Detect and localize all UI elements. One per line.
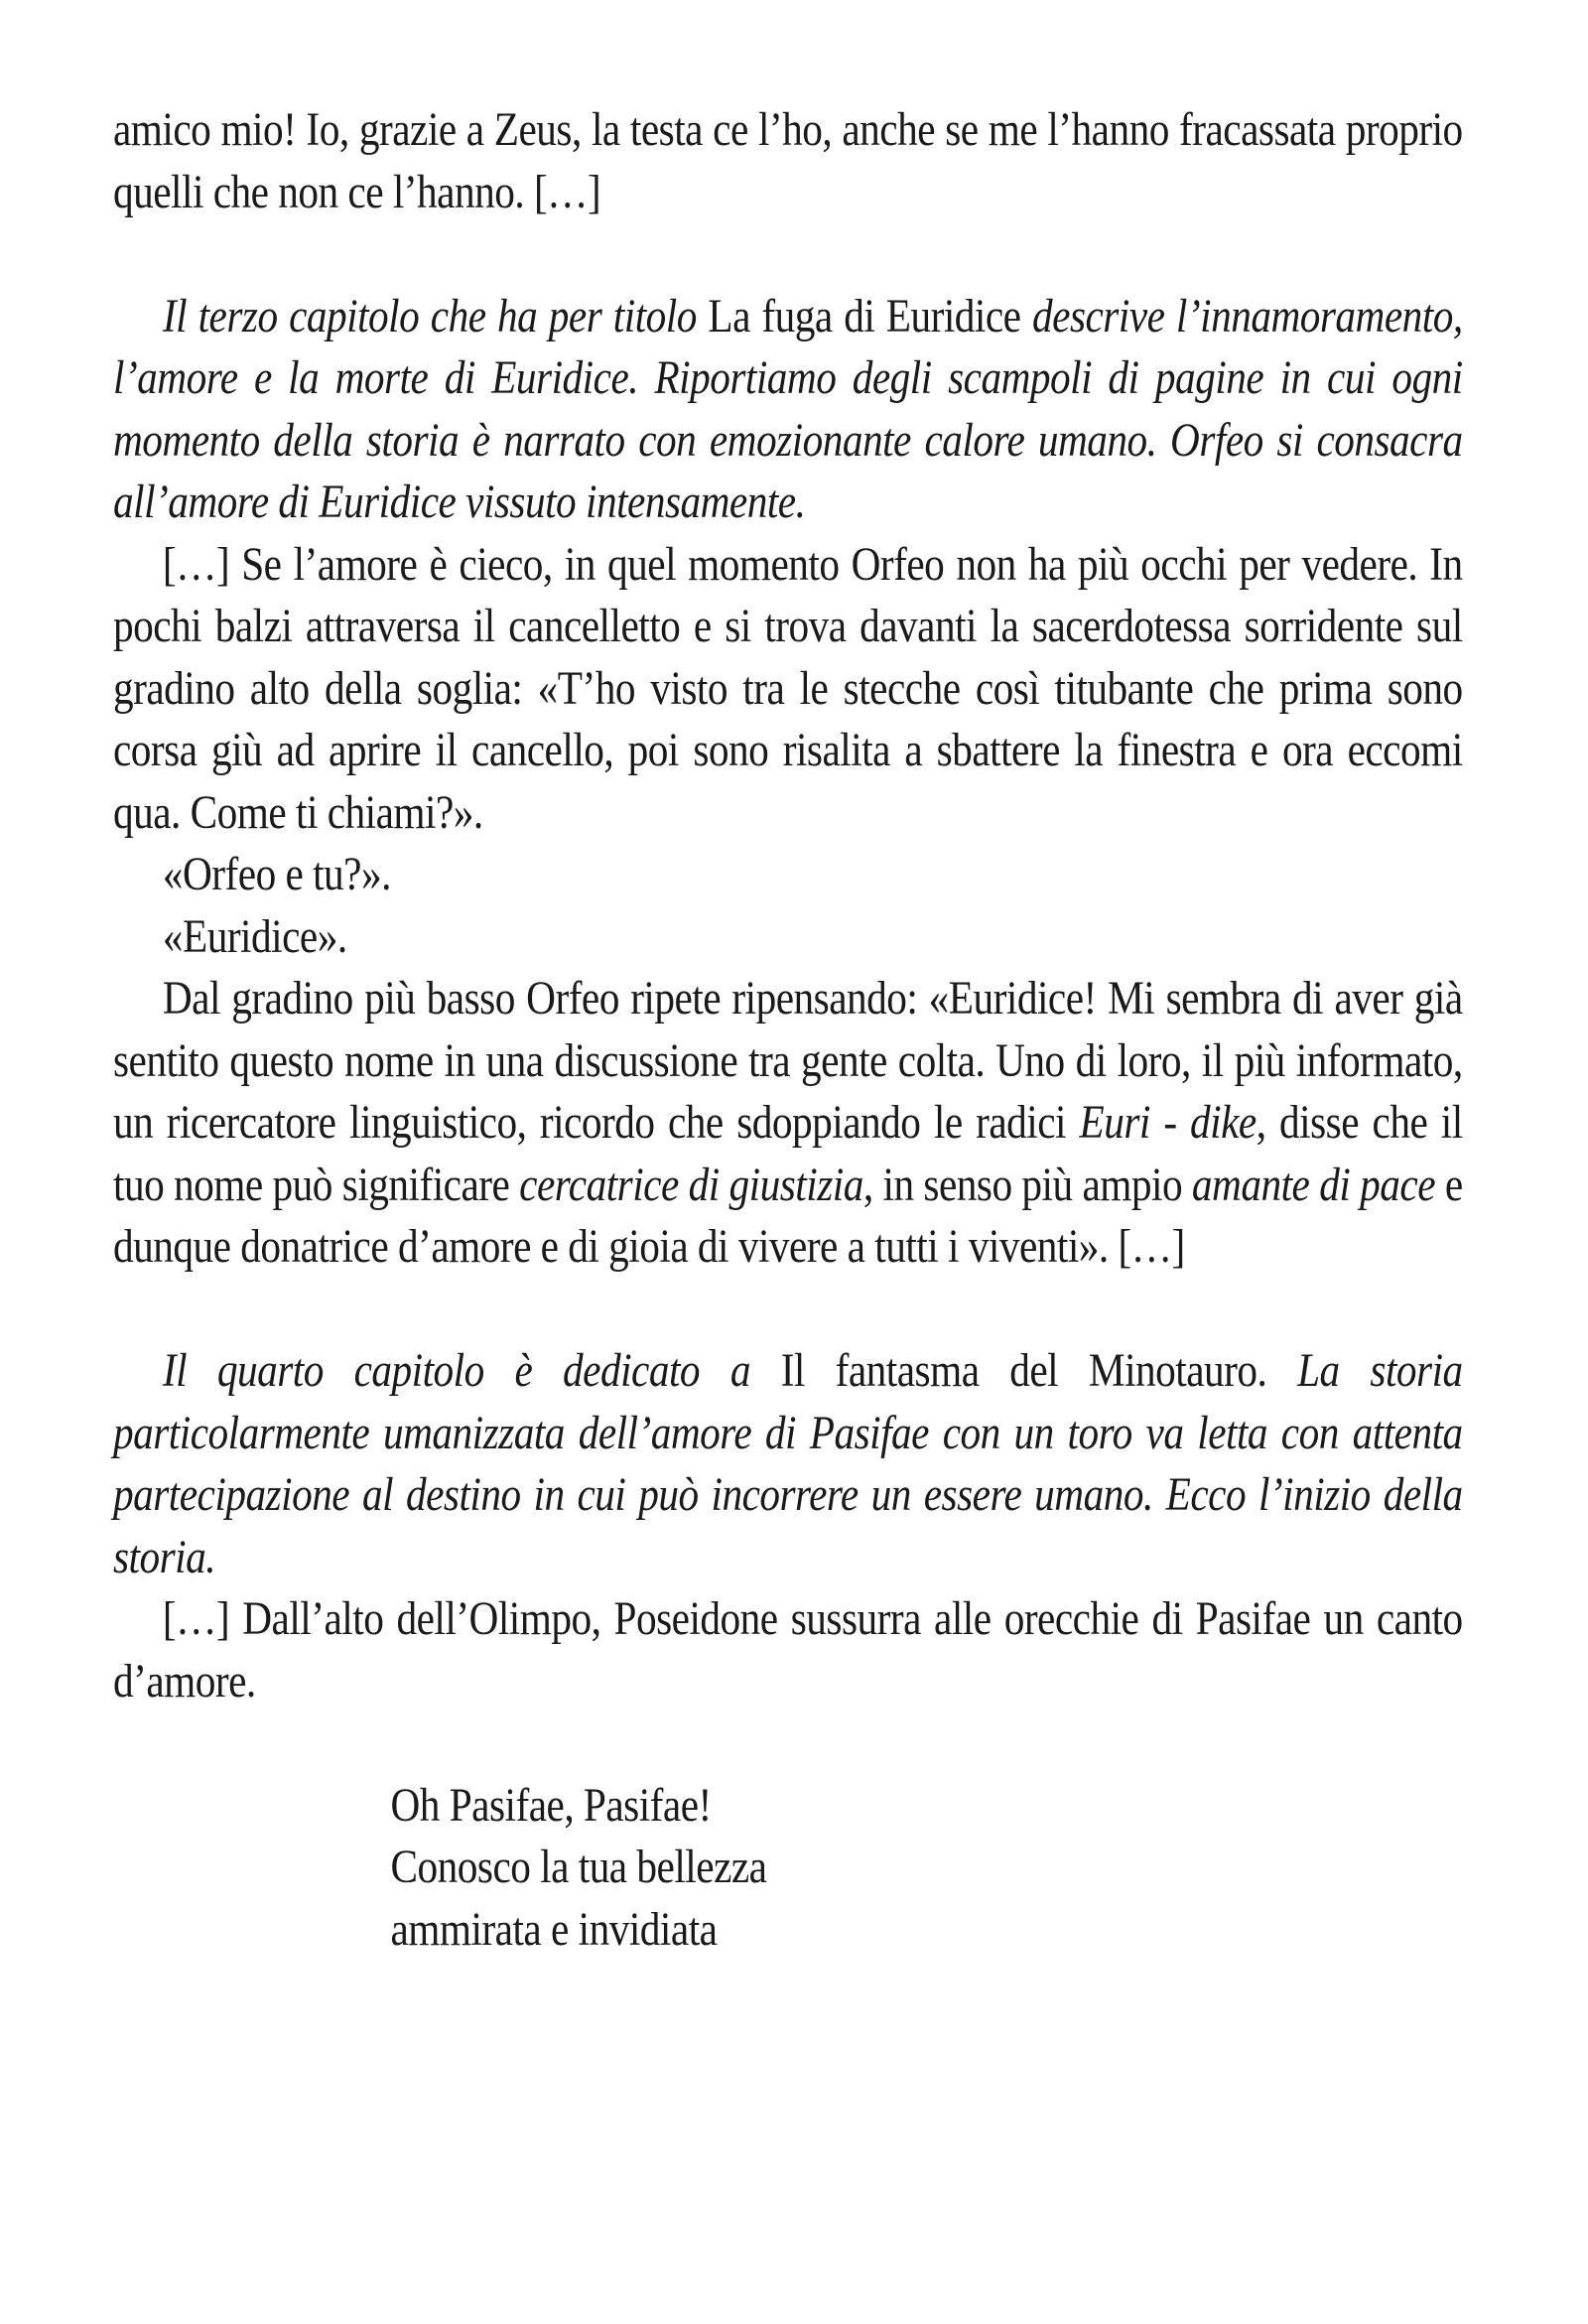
italic-text-segment: amante di pace <box>1191 1158 1436 1211</box>
text-segment: - <box>1149 1096 1191 1149</box>
section-gap <box>113 1279 1463 1341</box>
paragraph-chapter-three-intro <box>113 286 1463 534</box>
text-segment: , disse che il tuo nome può significare <box>113 1096 1463 1211</box>
paragraph-opening <box>113 99 1463 223</box>
text-segment: «Euridice». <box>162 909 347 963</box>
poem-line: Conosco la tua bellezza <box>390 1841 767 1893</box>
text-segment: Il fantasma del Minotauro. <box>780 1344 1298 1397</box>
italic-text-segment: Il quarto capitolo è dedicato a <box>162 1344 781 1397</box>
text-segment: e dunque donatrice d’amore e di gioia di vivere a tutti i viventi». […] <box>113 1158 1463 1273</box>
italic-text-segment: Il terzo capitolo che ha per titolo <box>162 289 709 342</box>
text-segment: La fuga di Euridice <box>708 289 1033 342</box>
body-text <box>113 99 1463 1961</box>
text-segment: […] Se l’amore è cieco, in quel momento Orfeo non ha più occhi per vedere. In pochi balzi attraversa il cancelletto e si trova davanti la sacerdotessa sorridente sul gradino alto della soglia: «T’ho visto tra le stecche così titubante che prima sono corsa giù ad aprire il cancello, poi sono risalita a sbattere la finestra e ora eccomi qua. Come ti chiami?». <box>113 537 1463 839</box>
text-segment: amico mio! Io, grazie a Zeus, la testa ce l’ho, anche se me l’hanno fracassata proprio quelli che non ce l’hanno. […] <box>113 103 1463 218</box>
paragraph-chapter-four-intro <box>113 1340 1463 1588</box>
paragraph-poseidon-song <box>113 1588 1463 1712</box>
text-segment: «Orfeo e tu?». <box>162 848 391 900</box>
italic-text-segment: descrive l’innamoramento, l’amore e la morte di Euridice. Riportiamo degli scampoli di pagine in cui ogni momento della storia è narrato con emozionante calore umano. Orfeo si consacra all’amore di Euridice vissuto intensamente. <box>113 289 1463 528</box>
paragraph-name-meaning <box>113 968 1463 1279</box>
italic-text-segment: La storia particolarmente umanizzata dell’amore di Pasifae con un toro va letta con attenta partecipazione al destino in cui può incorrere un essere umano. Ecco l’inizio della storia. <box>113 1344 1463 1583</box>
text-segment: […] Dall’alto dell’Olimpo, Poseidone sussurra alle orecchie di Pasifae un canto d’amore. <box>113 1592 1463 1708</box>
poem-excerpt <box>113 1775 1463 1962</box>
text-segment: Dal gradino più basso Orfeo ripete ripensando: «Euridice! Mi sembra di aver già sentito questo nome in una discussione tra gente colta. Uno di loro, il più informato, un ricercatore linguistico, ricordo che sdoppiando le radici <box>113 972 1463 1149</box>
poem-line: ammirata e invidiata <box>390 1902 718 1956</box>
document-page <box>113 99 1463 1961</box>
section-gap <box>113 223 1463 286</box>
italic-text-segment: Euri <box>1079 1096 1150 1149</box>
italic-text-segment: cercatrice di giustizia <box>519 1158 863 1211</box>
text-segment: , in senso più ampio <box>862 1158 1192 1211</box>
paragraph-dialogue-euridice <box>113 906 1463 969</box>
paragraph-dialogue-orfeo <box>113 844 1463 906</box>
poem-line: Oh Pasifae, Pasifae! <box>390 1778 712 1832</box>
italic-text-segment: dike <box>1190 1096 1257 1149</box>
paragraph-orfeo-meets-priestess <box>113 534 1463 845</box>
